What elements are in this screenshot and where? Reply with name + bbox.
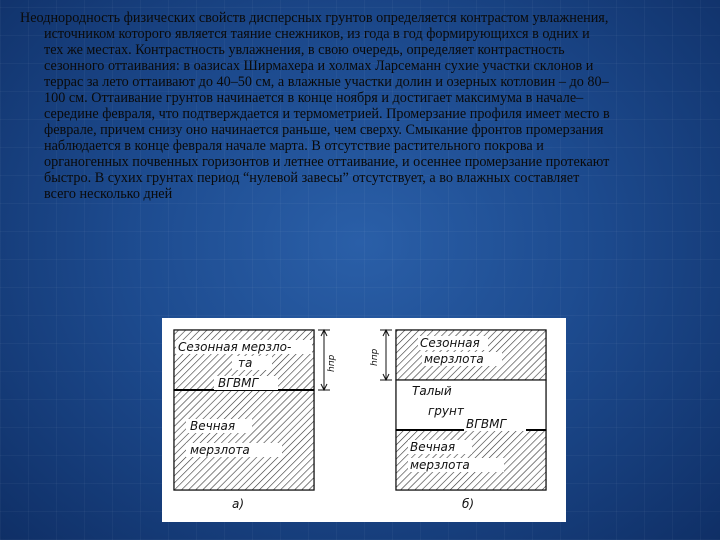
seasonal-frozen-label-b-line2: мерзлота [424,352,484,366]
permafrost-label-a-line2: мерзлота [190,443,250,457]
boundary-label-a: ВГВМГ [218,376,259,390]
thickness-label-b: hпр [370,348,380,366]
column-b [370,330,546,511]
seasonal-frozen-label-b-line1: Сезонная [420,336,480,350]
permafrost-label-a-line1: Вечная [190,419,236,433]
permafrost-diagram [162,318,566,522]
talik-label-b-line1: Талый [412,384,452,398]
permafrost-label-b-line1: Вечная [410,440,456,454]
caption-b: б) [462,497,475,511]
slide-body-text: Неоднородность физических свойств дисперсных грунтов определяется контрастом увлажнения, источником которого является таяние снежников, из года в год формирующихся в одних и тех же местах. Контрастность увлажнения, в свою очередь, определяет контрастность сезонного оттаивания: в оазисах Ширмахера и холмах Ларсеманн сухие участки склонов и террас за лето оттаивают до 40–50 см, а влажные участки долин и озерных котловин – до 80–100 см. Оттаивание грунтов начинается в конце ноября и достигает максимума в начале–середине февраля, что подтверждается и термометрией. Промерзание профиля имеет место в феврале, причем снизу оно начинается раньше, чем сверху. Смыкание фронтов промерзания наблюдается в конце февраля начале марта. В отсутствие растительного покрова и органогенных почвенных горизонтов и летнее оттаивание, и осеннее промерзание протекают быстро. В сухих грунтах период “нулевой завесы” отсутствует, а во влажных составляет всего несколько дней [20,10,610,202]
permafrost-layer-a [174,390,314,490]
column-a [174,330,337,511]
permafrost-label-b-line2: мерзлота [410,458,470,472]
talik-label-b-line2: грунт [428,404,464,418]
caption-a: а) [232,497,245,511]
seasonal-frozen-label-a-line1: Сезонная мерзло- [178,340,292,354]
boundary-label-b: ВГВМГ [466,417,507,431]
seasonal-frozen-label-a-line2: та [238,356,253,370]
thickness-label-a: hпр [327,354,337,372]
